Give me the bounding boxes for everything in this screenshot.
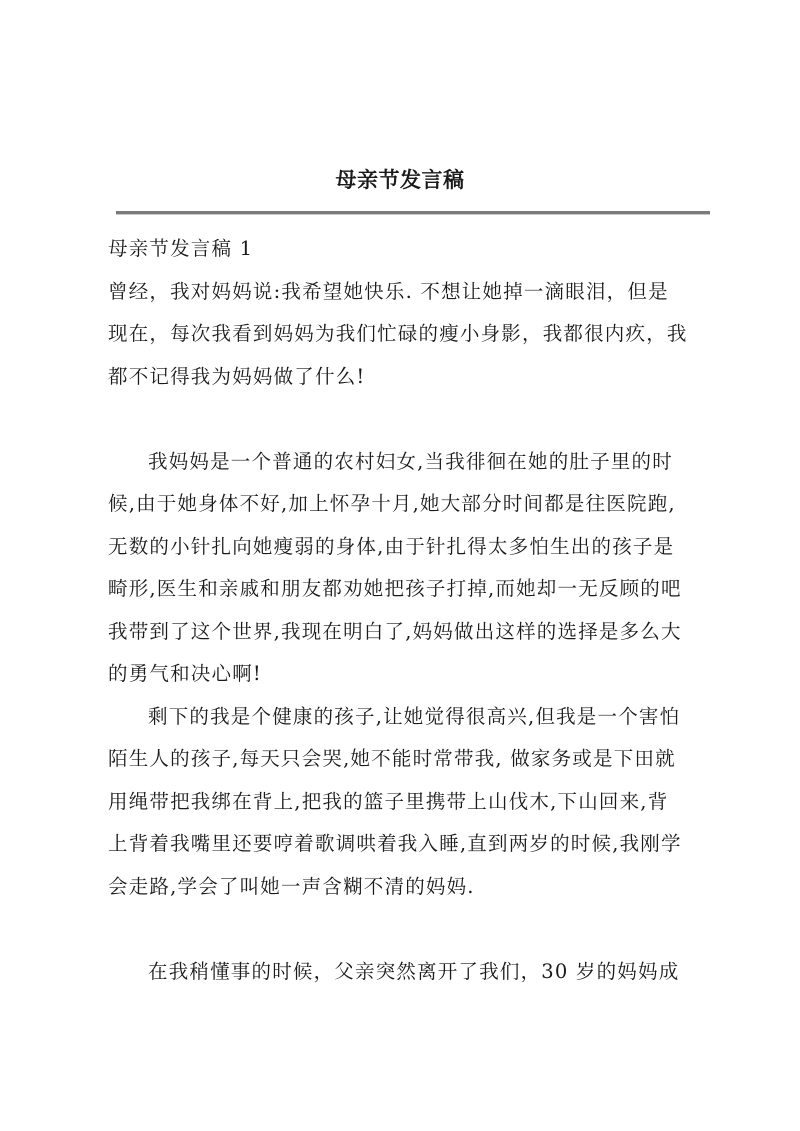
paragraph-line: 剩下的我是个健康的孩子,让她觉得很高兴,但我是一个害怕 [148, 704, 681, 728]
paragraph-line: 候,由于她身体不好,加上怀孕十月,她大部分时间都是往医院跑, [108, 492, 676, 515]
paragraph-line: 都不记得我为妈妈做了什么! [108, 364, 366, 388]
title-divider [116, 211, 710, 215]
paragraph-spacer [108, 398, 713, 441]
paragraph-line: 用绳带把我绑在背上,把我的篮子里携带上山伐木,下山回来,背 [108, 789, 669, 813]
paragraph-line: 我带到了这个世界,我现在明白了,妈妈做出这样的选择是多么大 [108, 619, 682, 643]
paragraph-line: 现在，每次我看到妈妈为我们忙碌的瘦小身影，我都很内疚，我 [108, 322, 688, 345]
paragraph-2 [108, 441, 713, 696]
paragraph-line: 会走路,学会了叫她一声含糊不清的妈妈. [108, 874, 475, 898]
paragraph-line: 的勇气和决心啊! [108, 662, 262, 685]
paragraph-spacer [108, 908, 713, 951]
paragraph-line: 无数的小针扎向她瘦弱的身体,由于针扎得太多怕生出的孩子是 [108, 534, 675, 558]
paragraph-line: 在我稍懂事的时候，父亲突然离开了我们，30 岁的妈妈成 [148, 959, 680, 983]
paragraph-line: 曾经，我对妈妈说:我希望她快乐. 不想让她掉一滴眼泪，但是 [108, 279, 669, 303]
document-body [108, 228, 713, 993]
paragraph-line: 上背着我嘴里还要哼着歌调哄着我入睡,直到两岁的时候,我刚学 [108, 832, 682, 855]
paragraph-line: 陌生人的孩子,每天只会哭,她不能时常带我, 做家务或是下田就 [108, 747, 676, 770]
paragraph-line: 我妈妈是一个普通的农村妇女,当我徘徊在她的肚子里的时 [148, 449, 673, 473]
paragraph-4 [108, 951, 713, 994]
section-heading: 母亲节发言稿 1 [108, 237, 254, 260]
paragraph-3 [108, 696, 713, 909]
paragraph-line: 畸形,医生和亲戚和朋友都劝她把孩子打掉,而她却一无反顾的吧 [108, 577, 682, 600]
document-title: 母亲节发言稿 [335, 167, 465, 192]
paragraph-1 [108, 271, 713, 399]
